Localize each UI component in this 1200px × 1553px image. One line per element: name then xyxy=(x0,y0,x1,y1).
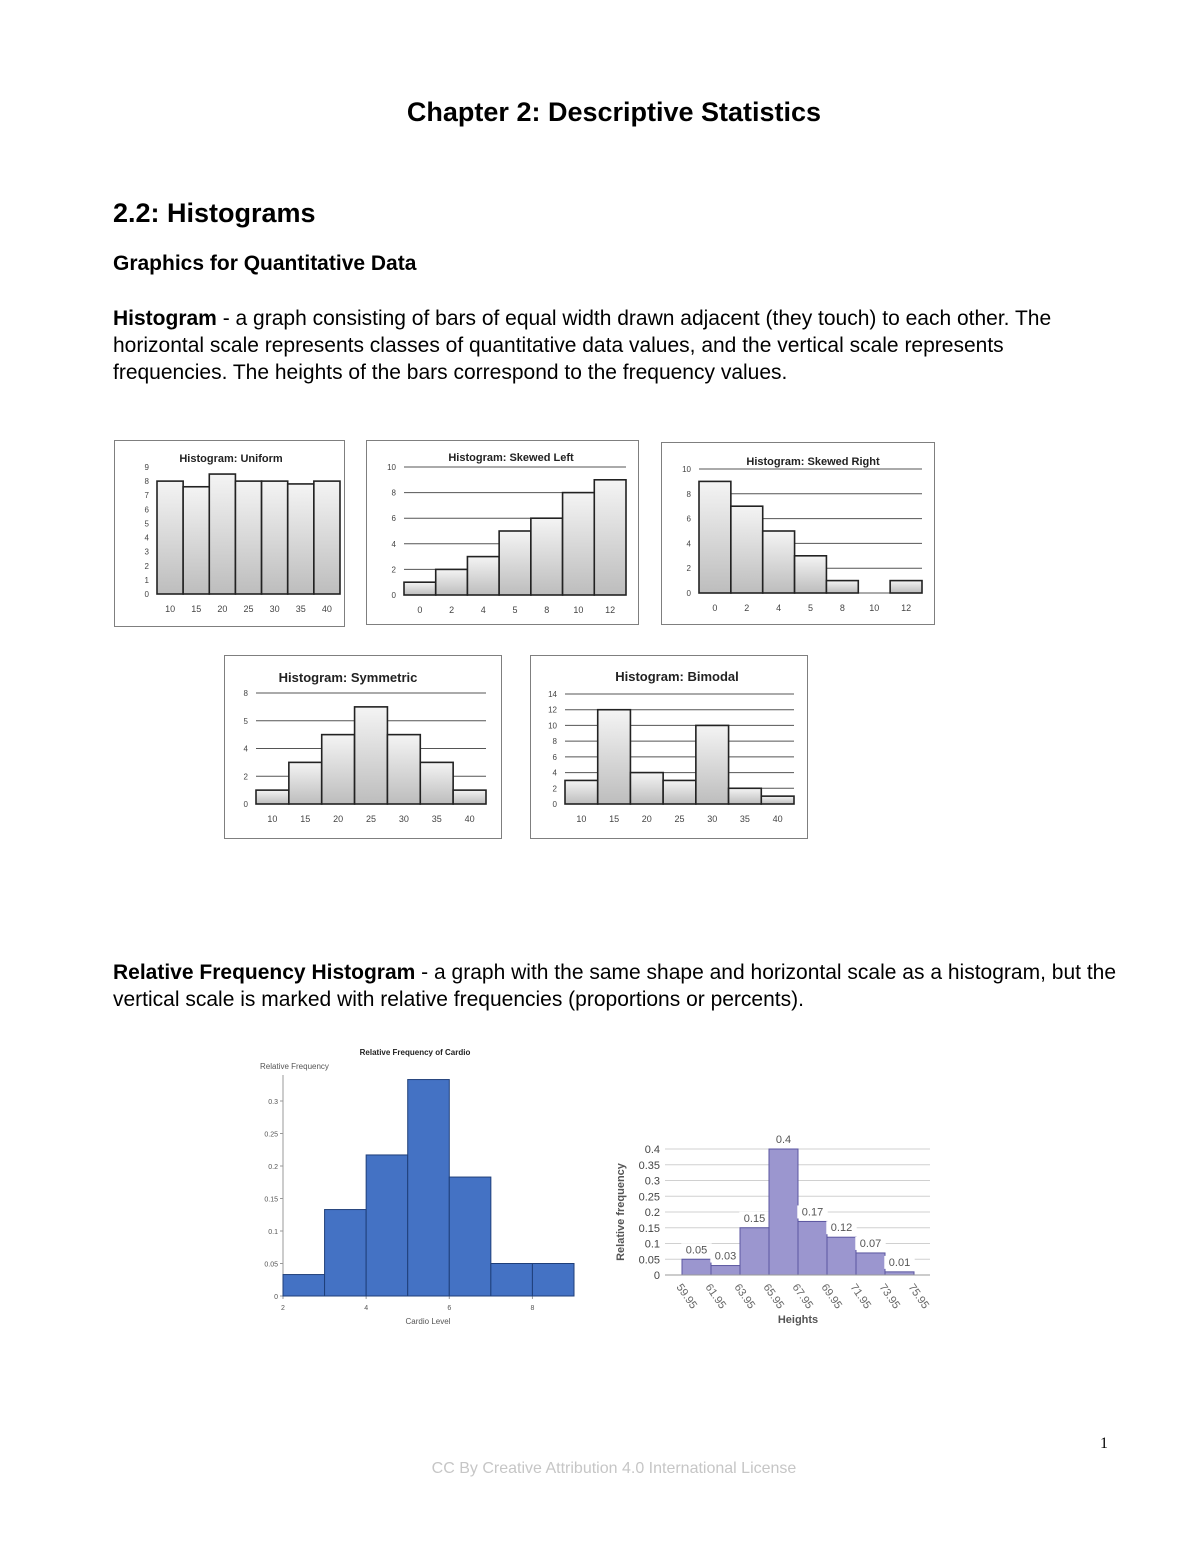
bar-15 xyxy=(289,762,322,804)
y-tick-label: 8 xyxy=(391,488,396,498)
y-tick-label: 8 xyxy=(243,689,248,698)
x-tick-label: 8 xyxy=(544,605,550,615)
y-tick-label: 2 xyxy=(144,561,149,571)
y-tick-label: 8 xyxy=(552,737,557,747)
uniform-svg xyxy=(115,441,344,626)
bar-4 xyxy=(763,531,795,593)
y-tick-label: 6 xyxy=(686,514,691,524)
chart-title: Relative Frequency of Cardio xyxy=(359,1048,471,1057)
x-tick-label: 25 xyxy=(674,814,685,824)
x-tick-label: 40 xyxy=(772,814,783,824)
uniform-histogram xyxy=(114,440,345,627)
y-tick-label: 0 xyxy=(144,590,149,599)
x-tick-label: 30 xyxy=(398,814,409,824)
bar-8-9 xyxy=(532,1264,574,1297)
y-tick-label: 14 xyxy=(548,690,557,699)
bar-2-3 xyxy=(283,1275,325,1296)
bar-69-95 xyxy=(827,1237,856,1275)
y-tick-label: 2 xyxy=(243,772,248,782)
y-tick-label: 0.35 xyxy=(638,1159,660,1172)
bar-2 xyxy=(731,506,763,593)
skewed-left-histogram xyxy=(366,440,639,625)
bar-20 xyxy=(322,735,355,804)
y-tick-label: 4 xyxy=(144,533,149,543)
x-tick-label: 5 xyxy=(512,605,518,615)
bar-5 xyxy=(795,556,827,593)
x-tick-label: 20 xyxy=(217,604,228,614)
y-tick-label: 6 xyxy=(144,505,149,515)
skewed-left-svg xyxy=(367,441,638,624)
x-tick-label: 8 xyxy=(839,603,845,613)
histogram-definition xyxy=(113,305,1116,386)
x-tick-label: 71.95 xyxy=(847,1281,874,1312)
y-tick-label: 9 xyxy=(144,463,149,472)
data-label: 0.01 xyxy=(888,1256,911,1269)
x-tick-label: 20 xyxy=(641,814,652,824)
y-tick-label: 0.1 xyxy=(644,1238,660,1251)
y-tick-label: 0.15 xyxy=(264,1196,278,1204)
section-title: 2.2: Histograms xyxy=(113,198,316,228)
bar-40 xyxy=(314,481,340,594)
bar-8 xyxy=(826,581,858,593)
relative-frequency-term: Relative Frequency Histogram xyxy=(113,961,416,984)
x-tick-label: 40 xyxy=(464,814,475,824)
y-tick-label: 6 xyxy=(552,752,557,762)
x-tick-label: 15 xyxy=(300,814,311,824)
data-label: 0.15 xyxy=(743,1212,766,1225)
x-tick-label: 20 xyxy=(333,814,344,824)
x-tick-label: 10 xyxy=(267,814,278,824)
x-tick-label: 15 xyxy=(191,604,202,614)
y-tick-label: 0.1 xyxy=(268,1229,278,1236)
symmetric-histogram xyxy=(224,655,502,839)
chart-title: Histogram: Bimodal xyxy=(615,669,739,684)
x-tick-label: 63.95 xyxy=(731,1281,758,1312)
y-tick-label: 8 xyxy=(144,477,149,487)
x-tick-label: 10 xyxy=(576,814,587,824)
x-tick-label: 75.95 xyxy=(905,1281,932,1312)
x-tick-label: 8 xyxy=(530,1305,535,1312)
x-tick-label: 61.95 xyxy=(702,1281,729,1312)
license-footer: CC By Creative Attribution 4.0 International License xyxy=(431,1460,797,1477)
y-tick-label: 0.25 xyxy=(264,1131,278,1139)
y-tick-label: 2 xyxy=(686,564,691,574)
y-tick-label: 4 xyxy=(552,768,557,778)
y-tick-label: 5 xyxy=(144,519,149,529)
y-tick-label: 0.05 xyxy=(264,1261,278,1269)
y-tick-label: 4 xyxy=(243,744,248,754)
bar-25 xyxy=(663,780,696,804)
data-label: 0.05 xyxy=(685,1244,708,1257)
bar-20 xyxy=(209,474,235,594)
y-tick-label: 0 xyxy=(686,589,691,598)
bar-3-4 xyxy=(325,1210,367,1296)
bar-71-95 xyxy=(856,1253,885,1275)
x-tick-label: 0 xyxy=(417,605,423,615)
x-tick-label: 30 xyxy=(269,604,280,614)
bar-6-7 xyxy=(449,1177,491,1296)
x-tick-label: 35 xyxy=(431,814,442,824)
x-tick-label: 2 xyxy=(744,603,750,613)
x-tick-label: 69.95 xyxy=(818,1281,845,1312)
chart-title: Histogram: Skewed Left xyxy=(448,452,574,464)
bar-12 xyxy=(594,480,626,595)
x-tick-label: 4 xyxy=(776,603,782,613)
bar-35 xyxy=(729,788,762,804)
x-tick-label: 5 xyxy=(807,603,814,613)
x-tick-label: 30 xyxy=(707,814,718,824)
heights-relative-frequency-histogram xyxy=(610,1135,940,1335)
x-tick-label: 15 xyxy=(609,814,620,824)
y-tick-label: 0.15 xyxy=(638,1222,660,1235)
bar-35 xyxy=(420,762,453,804)
relative-frequency-definition xyxy=(113,959,1116,1013)
bar-7-8 xyxy=(491,1264,533,1297)
bar-5 xyxy=(499,531,531,595)
skewed-right-histogram xyxy=(661,442,935,625)
y-tick-label: 2 xyxy=(391,565,396,575)
data-label: 0.17 xyxy=(801,1206,824,1219)
subheading: Graphics for Quantitative Data xyxy=(113,252,417,275)
bar-10 xyxy=(563,493,595,595)
y-tick-label: 2 xyxy=(552,784,557,794)
x-tick-label: 65.95 xyxy=(760,1281,787,1312)
chart-title: Histogram: Skewed Right xyxy=(746,456,880,468)
y-tick-label: 0 xyxy=(391,591,396,600)
y-tick-label: 7 xyxy=(144,491,149,501)
bar-0 xyxy=(699,481,731,593)
x-tick-label: 59.95 xyxy=(673,1281,700,1312)
y-tick-label: 5 xyxy=(243,716,248,726)
chapter-title: Chapter 2: Descriptive Statistics xyxy=(406,97,822,127)
x-axis-label: Heights xyxy=(777,1314,819,1326)
bar-12 xyxy=(890,581,922,593)
bar-0 xyxy=(404,582,436,595)
bar-5-6 xyxy=(408,1080,450,1296)
y-axis-label: Relative Frequency xyxy=(260,1062,329,1071)
y-tick-label: 0.3 xyxy=(268,1099,278,1106)
x-tick-label: 12 xyxy=(605,605,616,615)
x-tick-label: 25 xyxy=(243,604,254,614)
chart-title: Histogram: Uniform xyxy=(179,453,283,465)
x-axis-label: Cardio Level xyxy=(405,1317,451,1326)
bar-40 xyxy=(761,796,794,804)
bar-63-95 xyxy=(740,1228,769,1275)
x-tick-label: 2 xyxy=(449,605,455,615)
bar-65-95 xyxy=(769,1149,798,1275)
data-label: 0.12 xyxy=(830,1222,853,1235)
bar-8 xyxy=(531,518,563,595)
y-tick-label: 0.05 xyxy=(638,1254,660,1267)
y-tick-label: 4 xyxy=(391,539,396,549)
data-label: 0.07 xyxy=(859,1237,882,1250)
y-tick-label: 0 xyxy=(653,1270,660,1282)
y-tick-label: 0 xyxy=(274,1294,278,1301)
y-tick-label: 4 xyxy=(686,539,691,549)
y-tick-label: 0.3 xyxy=(644,1175,660,1188)
bar-20 xyxy=(630,773,663,804)
histogram-term: Histogram xyxy=(113,307,217,330)
data-label: 0.4 xyxy=(775,1135,792,1146)
chart-title: Histogram: Symmetric xyxy=(278,670,418,685)
y-tick-label: 0.4 xyxy=(644,1144,660,1156)
bimodal-svg xyxy=(531,656,807,838)
bar-4 xyxy=(467,557,499,595)
x-tick-label: 10 xyxy=(869,603,880,613)
x-tick-label: 35 xyxy=(295,604,306,614)
x-tick-label: 73.95 xyxy=(876,1281,903,1312)
x-tick-label: 2 xyxy=(281,1305,285,1312)
y-tick-label: 0.2 xyxy=(644,1207,660,1219)
bar-30 xyxy=(262,481,288,594)
x-tick-label: 10 xyxy=(165,604,176,614)
y-tick-label: 10 xyxy=(548,721,557,731)
data-label: 0.03 xyxy=(714,1250,737,1263)
bar-10 xyxy=(256,790,289,804)
bar-15 xyxy=(598,710,631,804)
skewed-right-svg xyxy=(662,443,934,624)
y-tick-label: 0.25 xyxy=(638,1191,660,1204)
bar-25 xyxy=(235,481,261,594)
y-tick-label: 12 xyxy=(548,705,557,715)
histogram-definition-text: - a graph consisting of bars of equal width drawn adjacent (they touch) to each other. The horizontal scale represents classes of quantitative data values, and the vertical scale represents frequencies. The heights of the bars correspond to the frequency values. xyxy=(113,307,1052,384)
y-tick-label: 6 xyxy=(391,514,396,524)
page-number: 1 xyxy=(1100,1435,1108,1452)
x-tick-label: 4 xyxy=(480,605,486,615)
bar-67-95 xyxy=(798,1221,827,1275)
cardio-relative-frequency-histogram xyxy=(250,1040,580,1330)
symmetric-svg xyxy=(225,656,501,838)
heights-svg xyxy=(610,1135,940,1335)
x-tick-label: 6 xyxy=(447,1305,452,1312)
bar-15 xyxy=(183,487,209,594)
x-tick-label: 10 xyxy=(573,605,584,615)
y-tick-label: 8 xyxy=(686,489,691,499)
bar-2 xyxy=(436,569,468,595)
x-tick-label: 40 xyxy=(321,604,332,614)
x-tick-label: 12 xyxy=(901,603,912,613)
bar-61-95 xyxy=(711,1266,740,1275)
y-tick-label: 1 xyxy=(144,575,149,585)
bar-25 xyxy=(355,707,388,804)
y-tick-label: 0.2 xyxy=(268,1164,278,1171)
x-tick-label: 0 xyxy=(712,603,718,613)
relative-frequency-definition-text: - a graph with the same shape and horizontal scale as a histogram, but the vertical scale is marked with relative frequencies (proportions or percents). xyxy=(113,961,1117,1011)
bar-30 xyxy=(696,725,729,804)
bar-10 xyxy=(157,481,183,594)
bar-59-95 xyxy=(682,1259,711,1275)
bimodal-histogram xyxy=(530,655,808,839)
bar-35 xyxy=(288,484,314,594)
bar-10 xyxy=(565,780,598,804)
cardio-svg xyxy=(250,1040,580,1330)
x-tick-label: 4 xyxy=(364,1305,369,1312)
y-axis-label: Relative frequency xyxy=(615,1163,627,1261)
y-tick-label: 10 xyxy=(387,463,396,472)
x-tick-label: 67.95 xyxy=(789,1281,816,1312)
y-tick-label: 0 xyxy=(243,800,248,809)
bar-30 xyxy=(387,735,420,804)
y-tick-label: 0 xyxy=(552,800,557,809)
y-tick-label: 3 xyxy=(144,547,149,557)
bar-40 xyxy=(453,790,486,804)
bar-4-5 xyxy=(366,1155,408,1296)
x-tick-label: 25 xyxy=(365,814,377,824)
y-tick-label: 10 xyxy=(682,465,691,474)
x-tick-label: 35 xyxy=(739,814,750,824)
